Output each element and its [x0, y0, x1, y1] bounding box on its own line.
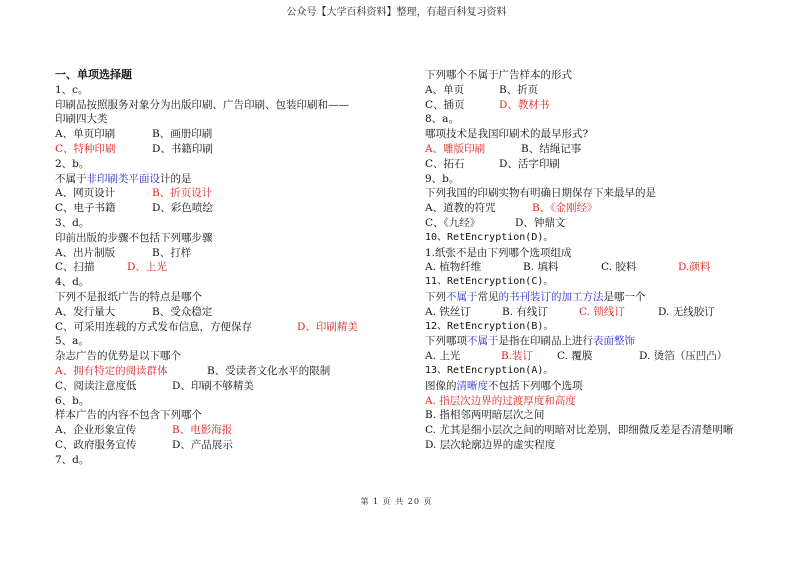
q4-option-a: A、发行量大	[55, 305, 116, 318]
q3-number: 3、d。	[55, 216, 90, 229]
q3-options-ab	[55, 246, 385, 261]
q12-number: 12、RetEncryption(B)。	[425, 320, 554, 332]
q13-number: 13、RetEncryption(A)。	[425, 364, 554, 376]
q9-option-d: D、钟鼎文	[515, 216, 566, 229]
q9-option-b-answer: B、《金刚经》	[532, 202, 598, 215]
q6-option-c: C、政府服务宣传	[55, 438, 137, 451]
q7-option-a: A、单页	[425, 83, 465, 96]
q5-option-b: B、受读者文化水平的限制	[207, 364, 331, 377]
q3-option-b: B、打样	[152, 246, 192, 259]
q12-option-a: A. 上光	[425, 350, 461, 363]
q2-number: 2、b。	[55, 157, 90, 170]
q2-options-cd	[55, 201, 385, 216]
q12-stem-part2: 是指在印刷品上进行	[498, 335, 593, 348]
right-column	[425, 68, 765, 453]
q1-stem-line1: 印刷品按照服务对象分为出版印刷、广告印刷、包装印刷和——	[55, 98, 349, 111]
q11-stem-part1: 下列	[425, 290, 446, 303]
q5-option-c: C、阅读注意度低	[55, 379, 137, 392]
q10-stem: 1.纸张不是由下列哪个选项组成	[425, 246, 572, 259]
q9-stem: 下列我国的印刷实物有明确日期保存下来最早的是	[425, 187, 656, 200]
q11-stem-keyword1: 不属于	[446, 290, 478, 303]
q1-option-c-answer: C、特种印刷	[55, 142, 116, 155]
q11-stem-part3: 是哪一个	[603, 290, 646, 303]
q11-option-a: A. 铁丝订	[425, 305, 471, 318]
q13-stem-part2: 不包括下列哪个选项	[488, 379, 583, 392]
q8-option-d: D、活字印刷	[499, 157, 560, 170]
q11-option-d: D. 无线胶订	[658, 305, 715, 318]
q8-option-b: B、结绳记事	[521, 142, 582, 155]
q3-option-c: C、扫描	[55, 261, 95, 274]
q8-option-a-answer: A、雕版印刷	[425, 142, 486, 155]
q2-options-ab	[55, 186, 385, 201]
q12-stem	[425, 334, 765, 349]
q10-options	[425, 260, 765, 275]
q7-option-b: B、折页	[499, 83, 539, 96]
q7-number: 7、d。	[55, 453, 90, 466]
section-title: 一、单项选择题	[55, 68, 132, 81]
q3-stem: 印前出版的步骤不包括下列哪步骤	[55, 231, 213, 244]
q8-option-c: C、拓石	[425, 157, 465, 170]
q7-options-cd	[425, 98, 765, 113]
q10-option-a: A. 植物纤维	[425, 261, 482, 274]
q1-stem-line2: 印刷四大类	[55, 113, 108, 126]
left-column	[55, 68, 385, 468]
q6-option-b-answer: B、电影海报	[172, 424, 233, 437]
q4-options-cd	[55, 320, 385, 335]
q6-option-a: A、企业形象宣传	[55, 424, 137, 437]
q4-options-ab	[55, 305, 385, 320]
q10-option-d-answer: D.颜料	[678, 261, 711, 274]
q6-number: 6、b。	[55, 394, 90, 407]
q2-option-d: D、彩色喷绘	[152, 202, 213, 215]
q10-option-c: C. 胶料	[601, 261, 637, 274]
q12-options	[425, 349, 765, 364]
q2-stem-pre: 不属于	[55, 172, 87, 185]
q12-option-d: D. 烫箔（压凹凸）	[639, 350, 728, 363]
q8-options-ab	[425, 142, 765, 157]
q5-option-a-answer: A、拥有特定的阅读群体	[55, 364, 168, 377]
q13-stem-keyword1: 清晰度	[456, 379, 488, 392]
q5-option-d: D、印刷不够精美	[172, 379, 254, 392]
q9-options-ab	[425, 201, 765, 216]
q12-stem-keyword1: 不属于	[467, 335, 499, 348]
q8-number: 8、a。	[425, 113, 459, 126]
q1-options-cd	[55, 142, 385, 157]
q2-stem	[55, 172, 385, 187]
q11-option-b: B. 有线订	[502, 305, 548, 318]
q2-option-a: A、网页设计	[55, 187, 116, 200]
q9-options-cd	[425, 216, 765, 231]
q11-number: 11、RetEncryption(C)。	[425, 276, 554, 288]
q11-options	[425, 305, 765, 320]
q12-option-b-answer: B.装订	[501, 350, 534, 363]
q7-options-ab	[425, 83, 765, 98]
q9-option-c: C、《九经》	[425, 216, 481, 229]
q10-number: 10、RetEncryption(D)。	[425, 231, 554, 243]
q4-option-d-answer: D、印刷精美	[297, 320, 358, 333]
q12-option-c: C. 覆膜	[557, 350, 593, 363]
q13-stem	[425, 379, 765, 394]
q7-option-d-answer: D、教材书	[499, 98, 550, 111]
page-footer: 第 1 页 共 20 页	[360, 497, 433, 506]
q7-stem: 下列哪个不属于广告样本的形式	[425, 69, 572, 81]
q4-number: 4、d。	[55, 276, 90, 289]
q1-options-ab	[55, 127, 385, 142]
q5-options-cd	[55, 379, 385, 394]
q10-option-b: B. 填料	[523, 261, 559, 274]
q13-stem-part1: 图像的	[425, 379, 457, 392]
q8-options-cd	[425, 157, 765, 172]
q11-stem-keyword2: 的书刊装订的加工方法	[498, 290, 604, 303]
q4-option-c: C、可采用连载的方式发布信息，方便保存	[55, 320, 253, 333]
q2-stem-post: 计的是	[160, 172, 192, 185]
q1-option-d: D、书籍印刷	[152, 142, 213, 155]
q13-option-b: B. 指相邻两明暗层次之间	[425, 409, 545, 422]
q2-stem-keyword: 非印刷类平面设	[86, 172, 160, 185]
q6-options-ab	[55, 423, 385, 438]
q8-stem: 哪项技术是我国印刷术的最早形式?	[425, 128, 589, 141]
q13-option-a-answer: A. 指层次边界的过渡厚度和高度	[425, 394, 576, 407]
q7-option-c: C、插页	[425, 98, 465, 111]
q3-option-d-answer: D、上光	[127, 261, 167, 274]
q12-stem-keyword2: 表面整饰	[593, 335, 635, 348]
q3-option-a: A、出片制版	[55, 246, 116, 259]
q1-number: 1、c。	[55, 83, 89, 96]
q4-option-b: B、受众稳定	[152, 305, 213, 318]
q5-stem: 杂志广告的优势是以下哪个	[55, 350, 181, 363]
q9-number: 9、b。	[425, 172, 460, 185]
q3-options-cd	[55, 260, 385, 275]
q5-number: 5、a。	[55, 335, 89, 348]
q1-option-a: A、单页印刷	[55, 128, 116, 141]
q6-options-cd	[55, 438, 385, 453]
q13-option-c: C. 尤其是细小层次之间的明暗对比差别，即细微反差是否清楚明晰	[425, 424, 734, 437]
q4-stem: 下列不是报纸广告的特点是哪个	[55, 290, 202, 303]
q11-stem-part2: 常见	[477, 290, 499, 303]
q2-option-c: C、电子书籍	[55, 202, 116, 215]
q13-option-d: D. 层次轮廓边界的虚实程度	[425, 438, 556, 451]
page-header: 公众号【大学百科资料】整理，有超百科复习资料	[286, 7, 507, 18]
q2-option-b-answer: B、折页设计	[152, 187, 213, 200]
q6-stem: 样本广告的内容不包含下列哪个	[55, 409, 202, 422]
q11-option-c-answer: C. 锁线订	[579, 305, 625, 318]
q11-stem	[425, 290, 765, 305]
q1-option-b: B、画册印刷	[152, 128, 213, 141]
q5-options-ab	[55, 364, 385, 379]
q6-option-d: D、产品展示	[172, 438, 233, 451]
q12-stem-part1: 下列哪项	[425, 335, 467, 348]
q9-option-a: A、道教的符咒	[425, 202, 496, 215]
